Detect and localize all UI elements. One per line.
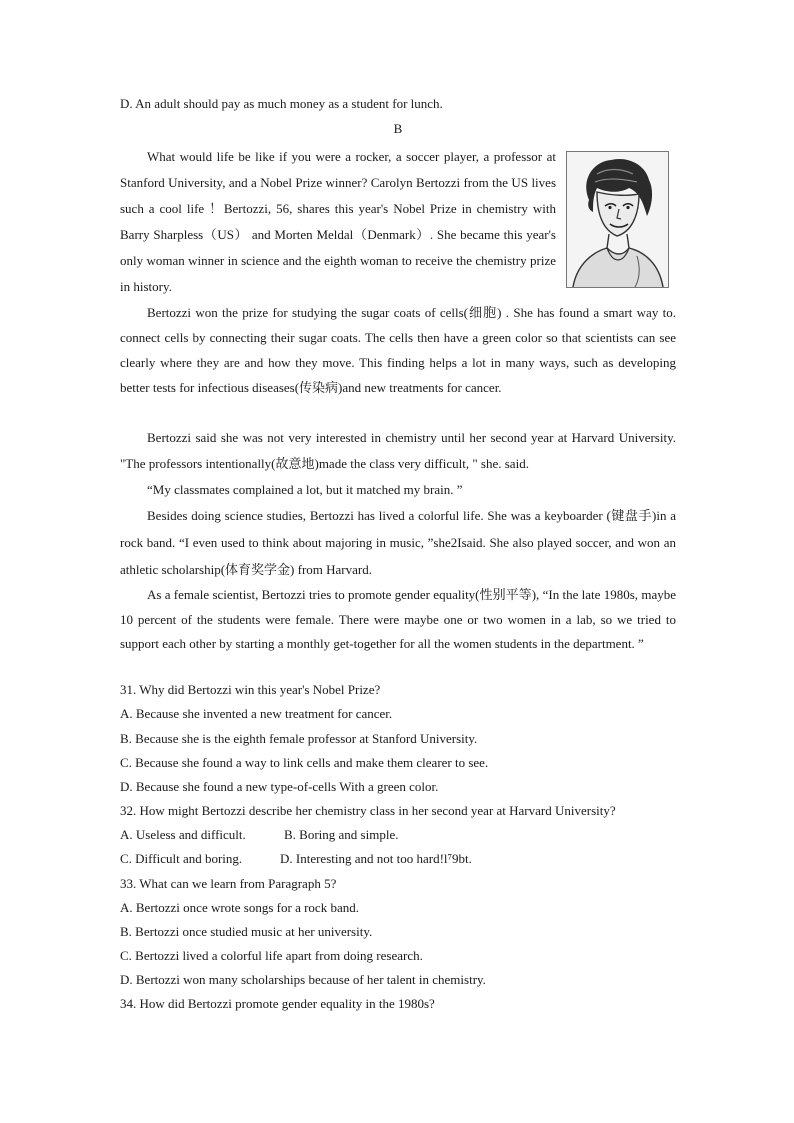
q32-option-d: D. Interesting and not too hard!l⁷9bt. xyxy=(280,851,472,866)
paragraph-3: Bertozzi said she was not very interested in chemistry until her second year at Harvard University. "The professors intentionally(故意地)made the class very difficult, " she. said. xyxy=(120,430,676,471)
q33-option-d: D. Bertozzi won many scholarships because of her talent in chemistry. xyxy=(120,972,486,987)
question-31: 31. Why did Bertozzi win this year's Nobel Prize? xyxy=(120,682,381,697)
q32-option-a: A. Useless and difficult. xyxy=(120,827,246,842)
paragraph-2: Bertozzi won the prize for studying the sugar coats of cells(细胞) . She has found a smart way to. connect cells by connecting their sugar coats. The cells then have a green color so that scientists can see clearly where they are and how they move. This finding helps a lot in many ways, such as developing better tests for infectious diseases(传染病)and new treatments for cancer. xyxy=(120,305,676,395)
q31-option-d: D. Because she found a new type-of-cells With a green color. xyxy=(120,779,439,794)
paragraph-6: As a female scientist, Bertozzi tries to promote gender equality(性别平等), “In the late 1980s, maybe 10 percent of the students were female. There were maybe one or two women in a lab, so we tried to support each other by starting a monthly get-together for all the women students in the department. ” xyxy=(120,587,676,651)
portrait-sketch xyxy=(567,152,668,287)
question-34: 34. How did Bertozzi promote gender equality in the 1980s? xyxy=(120,996,435,1011)
prev-option-d: D. An adult should pay as much money as a student for lunch. xyxy=(120,96,443,111)
paragraph-1: What would life be like if you were a rocker, a soccer player, a professor at Stanford University, and a Nobel Prize winner? Carolyn Bertozzi from the US lives such a cool life ！Bertozzi, 56, shares this year's Nobel Prize in chemistry with Barry Sharpless（US） and Morten Meldal（Denmark）. She became this year's only woman winner in science and the eighth woman to receive the chemistry prize in history. xyxy=(120,149,556,294)
q31-option-a: A. Because she invented a new treatment for cancer. xyxy=(120,706,393,721)
q33-option-c: C. Bertozzi lived a colorful life apart from doing research. xyxy=(120,948,423,963)
q32-option-b: B. Boring and simple. xyxy=(284,827,399,842)
bertozzi-portrait-image xyxy=(566,151,669,288)
section-label: B xyxy=(393,121,403,136)
q33-option-a: A. Bertozzi once wrote songs for a rock band. xyxy=(120,900,359,915)
q31-option-c: C. Because she found a way to link cells and make them clearer to see. xyxy=(120,755,489,770)
q31-option-b: B. Because she is the eighth female professor at Stanford University. xyxy=(120,731,478,746)
q32-option-c: C. Difficult and boring. xyxy=(120,851,243,866)
question-32: 32. How might Bertozzi describe her chemistry class in her second year at Harvard University? xyxy=(120,803,616,818)
q33-option-b: B. Bertozzi once studied music at her university. xyxy=(120,924,373,939)
paragraph-5: Besides doing science studies, Bertozzi has lived a colorful life. She was a keyboarder (键盘手)in a rock band. “I even used to think about majoring in music, ”she2Isaid. She also played soccer, and won an athletic scholarship(体育奖学金) from Harvard. xyxy=(120,508,676,577)
question-33: 33. What can we learn from Paragraph 5? xyxy=(120,876,337,891)
paragraph-4: “My classmates complained a lot, but it matched my brain. ” xyxy=(147,482,463,497)
